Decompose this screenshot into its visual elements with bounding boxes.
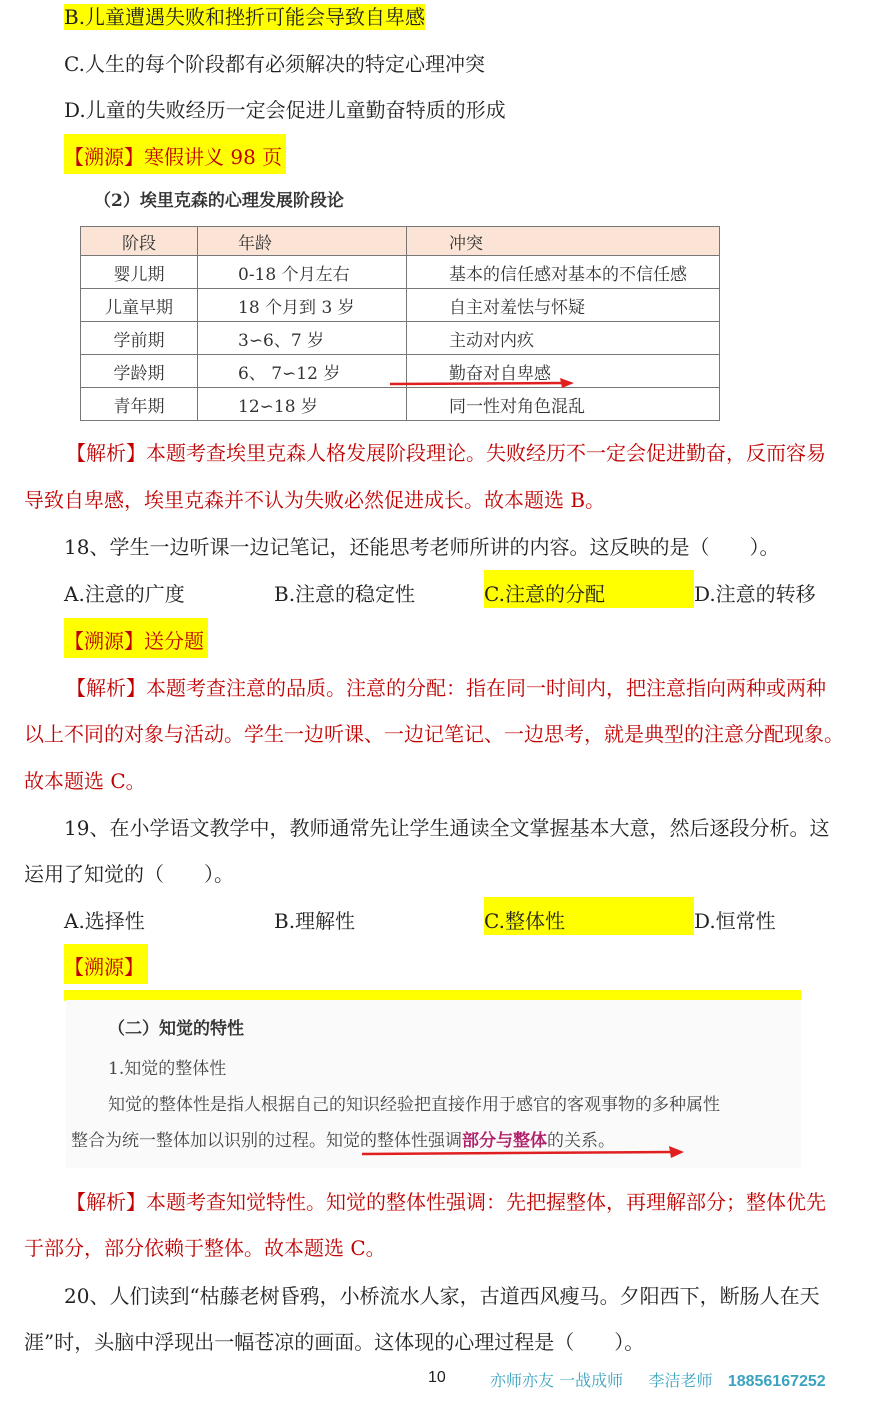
table-cell: 婴儿期 <box>81 256 198 289</box>
q18-option-d: D.注意的转移 <box>694 582 816 606</box>
table-row <box>81 256 720 289</box>
q18-stem: 18、学生一边听课一边记笔记，还能思考老师所讲的内容。这反映的是（ ）。 <box>64 535 780 559</box>
q18-analysis-line2: 以上不同的对象与活动。学生一边听课、一边记笔记、一边思考，就是典型的注意分配现象。 <box>24 722 844 746</box>
q19-option-c: C.整体性 <box>484 897 694 935</box>
q18-option-c: C.注意的分配 <box>484 570 694 608</box>
table-cell: 6、 7∽12 岁 <box>198 355 407 388</box>
q19-option-d: D.恒常性 <box>694 909 776 933</box>
q17-analysis-line2: 导致自卑感，埃里克森并不认为失败必然促进成长。故本题选 B。 <box>24 488 606 512</box>
q18-option-a: A.注意的广度 <box>64 582 185 606</box>
q17-option-b: B.儿童遭遇失败和挫折可能会导致自卑感 <box>64 5 426 29</box>
red-arrow-icon <box>388 376 578 390</box>
perception-excerpt-image <box>66 1000 801 1168</box>
table-header-age: 年龄 <box>198 227 407 256</box>
table-header-stage: 阶段 <box>81 227 198 256</box>
footer-slogan: 亦师亦友 一战成师 <box>490 1371 624 1390</box>
page-number: 10 <box>428 1369 446 1386</box>
table-cell: 勤奋对自卑感 <box>407 355 720 388</box>
q20-stem-line1: 20、人们读到“枯藤老树昏鸦，小桥流水人家，古道西风瘦马。夕阳西下，断肠人在天 <box>64 1284 820 1308</box>
table-cell: 自主对羞怯与怀疑 <box>407 289 720 322</box>
excerpt-line2-a: 整合为统一整体加以识别的过程。知觉的整体性强调 <box>71 1131 462 1151</box>
table-cell: 同一性对角色混乱 <box>407 388 720 421</box>
footer-teacher: 李洁老师 <box>648 1371 713 1390</box>
q18-option-b: B.注意的稳定性 <box>274 582 416 606</box>
excerpt-line2-c: 的关系。 <box>547 1131 615 1151</box>
q17-analysis-line1: 【解析】本题考查埃里克森人格发展阶段理论。失败经历不一定会促进勤奋，反而容易 <box>66 441 826 465</box>
table-cell: 18 个月到 3 岁 <box>198 289 407 322</box>
table-cell: 学龄期 <box>81 355 198 388</box>
table-row <box>81 322 720 355</box>
q17-source: 【溯源】寒假讲义 98 页 <box>64 134 286 174</box>
table-header-conflict: 冲突 <box>407 227 720 256</box>
footer-branding <box>490 1368 826 1391</box>
excerpt-subtitle: 1.知觉的整体性 <box>108 1059 227 1079</box>
excerpt-keyword: 部分与整体 <box>462 1131 547 1151</box>
q19-option-b: B.理解性 <box>274 909 356 933</box>
q18-analysis-line3: 故本题选 C。 <box>24 769 146 793</box>
q20-stem-line2: 涯”时，头脑中浮现出一幅苍凉的画面。这体现的心理过程是（ ）。 <box>24 1330 645 1354</box>
excerpt-line1: 知觉的整体性是指人根据自己的知识经验把直接作用于感官的客观事物的多种属性 <box>108 1095 720 1115</box>
table-cell: 儿童早期 <box>81 289 198 322</box>
table-row <box>81 289 720 322</box>
q17-option-d: D.儿童的失败经历一定会促进儿童勤奋特质的形成 <box>64 98 506 122</box>
q19-stem-line2: 运用了知觉的（ ）。 <box>24 862 234 886</box>
excerpt-title: （二）知觉的特性 <box>108 1019 244 1039</box>
table-header-row <box>81 227 720 256</box>
q17-option-c: C.人生的每个阶段都有必须解决的特定心理冲突 <box>64 52 485 76</box>
table-cell: 12∽18 岁 <box>198 388 407 421</box>
erikson-stage-table <box>80 226 720 421</box>
q18-analysis-line1: 【解析】本题考查注意的品质。注意的分配：指在同一时间内，把注意指向两种或两种 <box>66 676 826 700</box>
q19-source: 【溯源】 <box>64 944 148 984</box>
table-row <box>81 388 720 421</box>
footer-phone: 18856167252 <box>727 1373 826 1390</box>
q19-stem-line1: 19、在小学语文教学中，教师通常先让学生通读全文掌握基本大意，然后逐段分析。这 <box>64 816 830 840</box>
table-title: （2）埃里克森的心理发展阶段论 <box>94 191 344 211</box>
table-cell: 主动对内疚 <box>407 322 720 355</box>
red-arrow-icon <box>360 1145 690 1161</box>
q18-source: 【溯源】送分题 <box>64 618 208 658</box>
table-cell: 3∽6、7 岁 <box>198 322 407 355</box>
q19-analysis-line2: 于部分，部分依赖于整体。故本题选 C。 <box>24 1236 386 1260</box>
table-cell: 学前期 <box>81 322 198 355</box>
q19-analysis-line1: 【解析】本题考查知觉特性。知觉的整体性强调：先把握整体，再理解部分；整体优先 <box>66 1190 826 1214</box>
q19-option-a: A.选择性 <box>64 909 145 933</box>
table-cell: 0-18 个月左右 <box>198 256 407 289</box>
table-cell: 青年期 <box>81 388 198 421</box>
table-cell: 基本的信任感对基本的不信任感 <box>407 256 720 289</box>
